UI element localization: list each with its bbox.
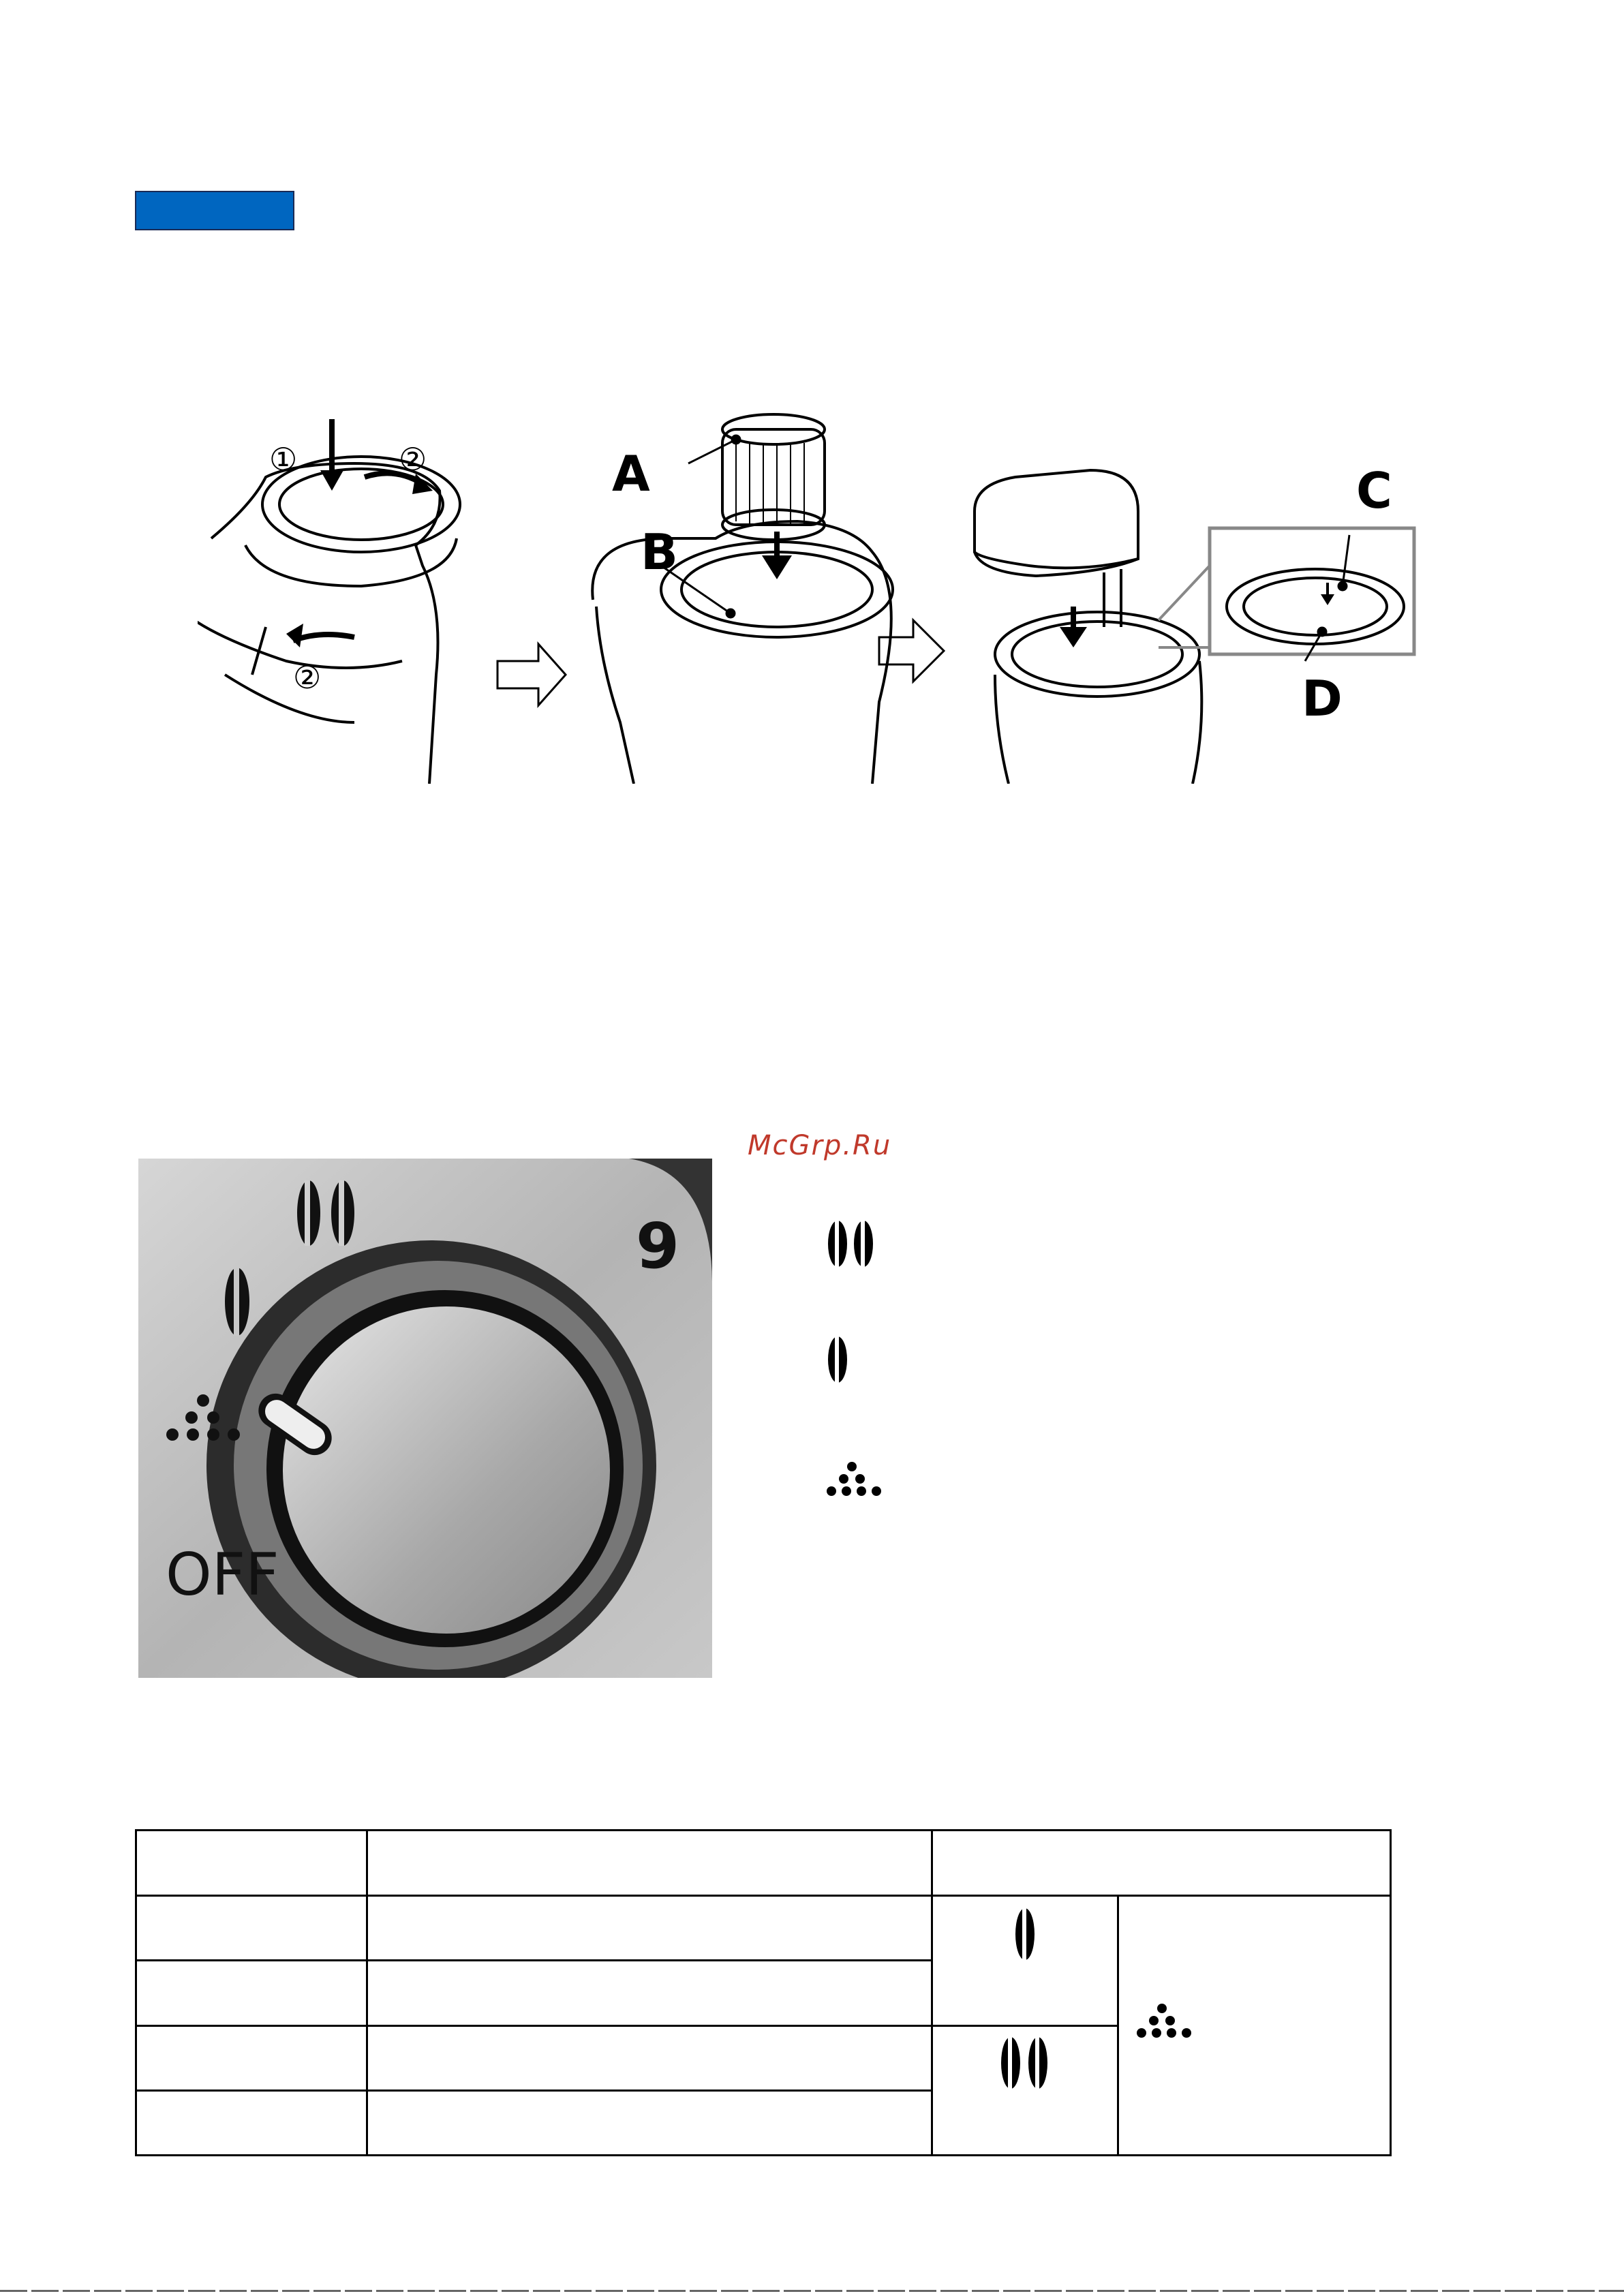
- table-cell: [136, 1896, 367, 1961]
- dial-off-label: OFF: [166, 1541, 279, 1609]
- grind-settings-table: [135, 1829, 1392, 2156]
- page-footer-line: [0, 2290, 1624, 2292]
- table-cell: [367, 2090, 932, 2155]
- label-b: B: [641, 523, 678, 581]
- ground-coffee-icon: [821, 1458, 883, 1506]
- table-cell: [932, 1896, 1118, 2025]
- table-cell: [136, 2025, 367, 2090]
- table-cell: [367, 1831, 932, 1896]
- table-header-row: [136, 1831, 1391, 1896]
- panel-3-illustration: [975, 470, 1414, 784]
- table-cell: [367, 1961, 932, 2025]
- label-c: C: [1356, 462, 1392, 519]
- table-cell: [136, 2090, 367, 2155]
- ground-coffee-icon: [1131, 2000, 1193, 2048]
- label-a: A: [612, 445, 650, 502]
- two-beans-icon: [821, 1216, 883, 1271]
- table-cell: [367, 1896, 932, 1961]
- table-cell: [932, 2025, 1118, 2155]
- table-cell: [136, 1961, 367, 2025]
- next-arrow-1: [497, 644, 566, 705]
- grinder-dial-photo: [138, 1159, 712, 1678]
- filter-installation-figure: [198, 402, 1431, 784]
- one-bean-icon: [821, 1332, 862, 1387]
- label-d: D: [1302, 670, 1343, 727]
- panel-1-illustration: [198, 457, 460, 784]
- two-beans-icon: [994, 2032, 1056, 2094]
- one-bean-icon: [1005, 1903, 1045, 1965]
- watermark: McGrp.Ru: [748, 1130, 892, 1161]
- step-2-marker-bottom: ②: [293, 659, 322, 696]
- step-2-marker-top: ②: [399, 441, 427, 478]
- step-1-marker: ①: [269, 441, 298, 478]
- table-cell: [136, 1831, 367, 1896]
- dial-number: 9: [636, 1210, 680, 1283]
- table-cell: [1118, 1896, 1391, 2156]
- section-tag: [135, 191, 294, 230]
- table-cell: [367, 2025, 932, 2090]
- table-row: [136, 1896, 1391, 1961]
- table-cell: [932, 1831, 1390, 1896]
